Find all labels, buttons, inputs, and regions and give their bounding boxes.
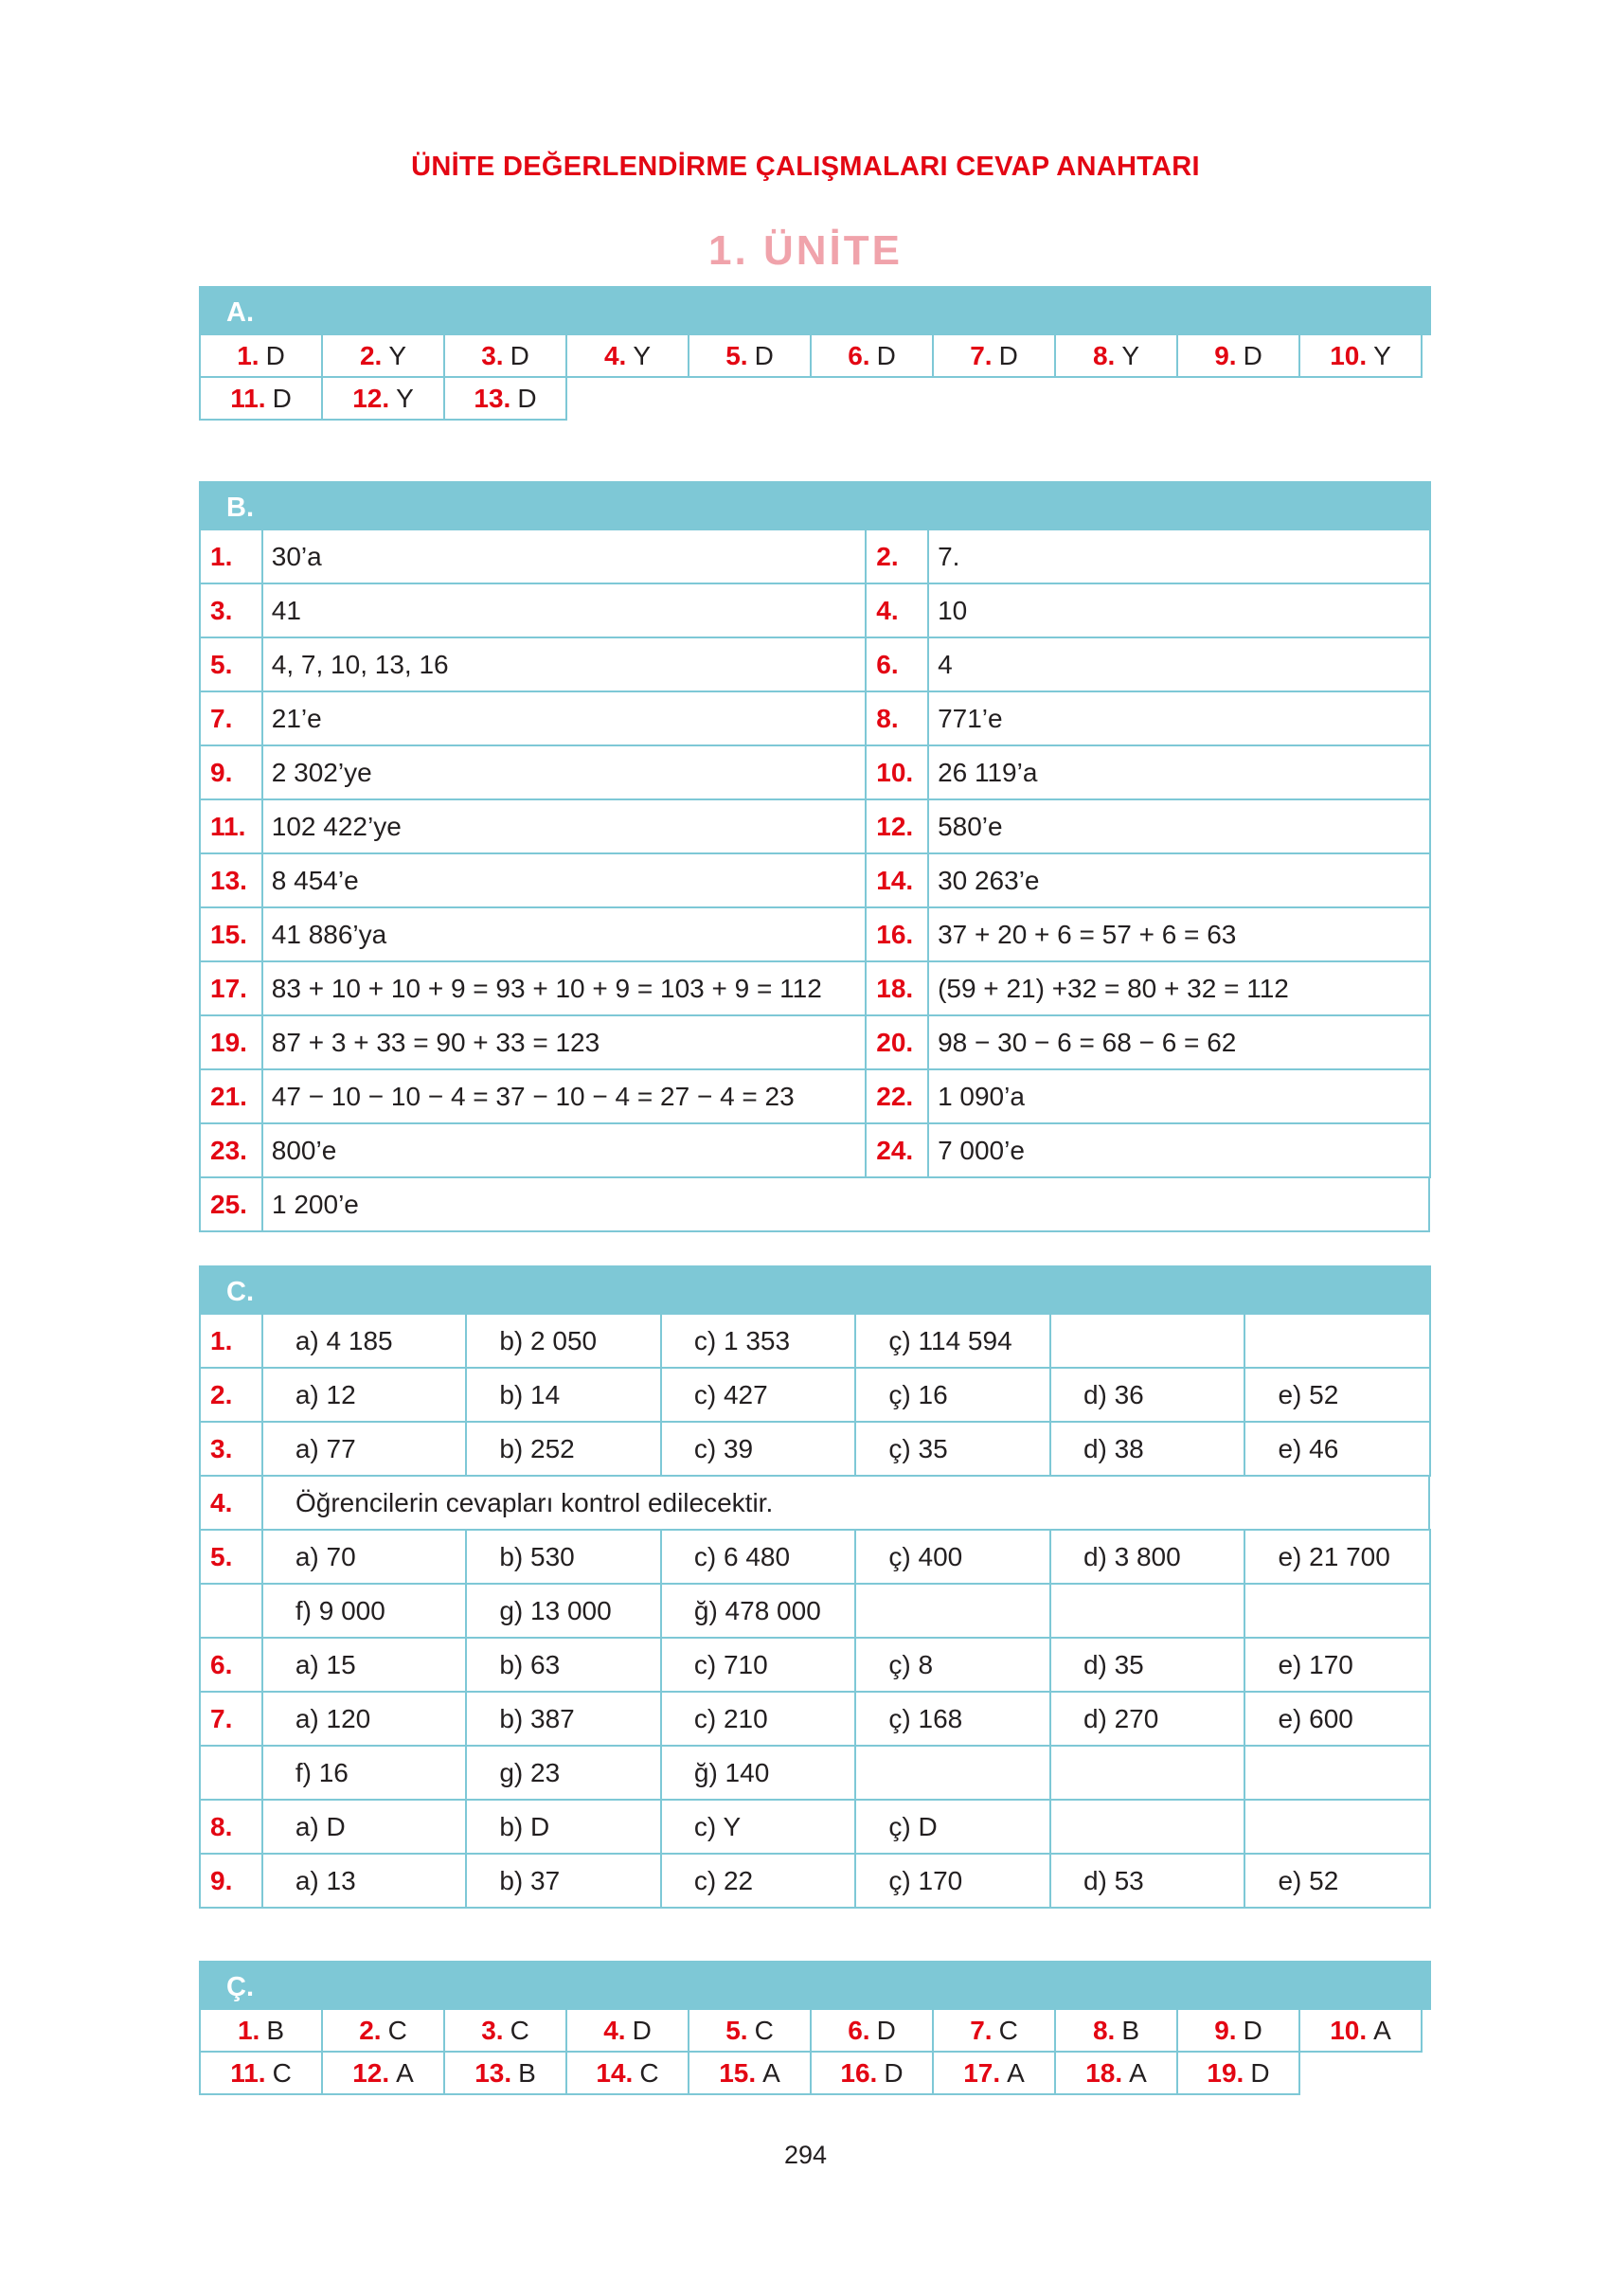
question-number: 4.: [199, 1475, 263, 1531]
answer-cell: c) Y: [660, 1799, 857, 1855]
answer-cell: c) 210: [660, 1691, 857, 1747]
answer-cell: c) 6 480: [660, 1529, 857, 1585]
section-c-header: C.: [199, 1265, 1431, 1315]
answer-text: 4, 7, 10, 13, 16: [261, 637, 868, 692]
answer-value: Y: [1373, 340, 1391, 370]
question-number: 9.: [199, 1853, 263, 1909]
answer-cell: b) 530: [465, 1529, 662, 1585]
answer-value: D: [876, 340, 896, 370]
unit-title: 1. ÜNİTE: [708, 227, 903, 274]
answer-value: D: [510, 340, 529, 370]
answer-row: [199, 378, 1431, 421]
answer-cell: [810, 2008, 934, 2053]
answer-cell: a) 13: [261, 1853, 468, 1909]
question-number: 7.: [970, 340, 993, 370]
answer-text: 21’e: [261, 691, 868, 746]
answer-cell: [565, 2051, 689, 2095]
question-number: 11.: [199, 798, 263, 854]
answer-cell: e) 52: [1244, 1853, 1431, 1909]
answer-value: D: [265, 340, 285, 370]
answer-cell: c) 710: [660, 1637, 857, 1693]
answer-cell: e) 21 700: [1244, 1529, 1431, 1585]
table-row: [199, 746, 1431, 800]
answer-text: 102 422’ye: [261, 798, 868, 854]
section-b-table: [199, 481, 1431, 1232]
answer-row: [199, 2010, 1431, 2053]
answer-text: 7 000’e: [927, 1122, 1431, 1178]
question-number: 4.: [603, 340, 627, 370]
question-number: 21.: [199, 1068, 263, 1124]
answer-text: 4: [927, 637, 1431, 692]
page-title: ÜNİTE DEĞERLENDİRME ÇALIŞMALARI CEVAP ANAHTARI: [411, 152, 1200, 182]
question-number: 8.: [1092, 340, 1116, 370]
answer-cell: [1054, 333, 1178, 378]
question-number: 13.: [474, 2057, 512, 2088]
answer-value: D: [754, 340, 774, 370]
answer-cell: [443, 2008, 567, 2053]
table-row: [199, 1315, 1431, 1369]
answer-cell: b) 14: [465, 1367, 662, 1423]
answer-value: D: [1250, 2057, 1270, 2088]
answer-cell: [321, 2008, 445, 2053]
answer-cell: c) 1 353: [660, 1313, 857, 1369]
table-row: [199, 1178, 1431, 1232]
question-number: 6.: [865, 637, 929, 692]
answer-value: B: [266, 2015, 285, 2045]
question-number: 18.: [865, 960, 929, 1016]
answer-text: 41: [261, 583, 868, 638]
answer-cell: g) 23: [465, 1745, 662, 1801]
answer-value: D: [876, 2015, 896, 2045]
table-row: [199, 1477, 1431, 1531]
question-number: 1.: [199, 529, 263, 584]
answer-cell: e) 600: [1244, 1691, 1431, 1747]
answer-cell: ğ) 140: [660, 1745, 857, 1801]
answer-cell: ç) 168: [854, 1691, 1051, 1747]
table-row: [199, 1585, 1431, 1639]
answer-cell: [443, 333, 567, 378]
answer-cell: [932, 2051, 1056, 2095]
answer-cell: [199, 376, 323, 421]
answer-text: 30 263’e: [927, 852, 1431, 908]
answer-text: 47 − 10 − 10 − 4 = 37 − 10 − 4 = 27 − 4 = 23: [261, 1068, 868, 1124]
table-row: [199, 1693, 1431, 1747]
question-number: 9.: [1214, 340, 1237, 370]
question-number: 16.: [840, 2057, 878, 2088]
question-number: 13.: [199, 852, 263, 908]
answer-cell: [1298, 333, 1423, 378]
answer-cell: c) 39: [660, 1421, 857, 1477]
answer-cell: ç) D: [854, 1799, 1051, 1855]
question-number: 19.: [199, 1014, 263, 1070]
answer-value: C: [754, 2015, 774, 2045]
table-row: [199, 692, 1431, 746]
answer-cell: [854, 1745, 1051, 1801]
question-number: 4.: [603, 2015, 626, 2045]
table-row: [199, 854, 1431, 908]
answer-text: 41 886’ya: [261, 906, 868, 962]
question-number: 6.: [848, 340, 870, 370]
answer-cell: ç) 400: [854, 1529, 1051, 1585]
answer-cell: d) 3 800: [1049, 1529, 1246, 1585]
answer-cell: ç) 114 594: [854, 1313, 1051, 1369]
question-number: 12.: [865, 798, 929, 854]
question-number: 19.: [1207, 2057, 1244, 2088]
answer-cell: a) 12: [261, 1367, 468, 1423]
answer-cell: [443, 376, 567, 421]
answer-value: C: [510, 2015, 529, 2045]
question-number: 1.: [237, 2015, 260, 2045]
answer-cell: [321, 333, 445, 378]
answer-cell: a) 77: [261, 1421, 468, 1477]
question-number: 3.: [199, 583, 263, 638]
answer-cell: b) 387: [465, 1691, 662, 1747]
answer-value: D: [517, 383, 537, 413]
answer-text: 37 + 20 + 6 = 57 + 6 = 63: [927, 906, 1431, 962]
answer-cell: [932, 2008, 1056, 2053]
question-number: 1.: [199, 1313, 263, 1369]
answer-cell: b) D: [465, 1799, 662, 1855]
table-row: [199, 1016, 1431, 1070]
table-row: [199, 1639, 1431, 1693]
question-number: 13.: [474, 383, 511, 413]
question-number: 20.: [865, 1014, 929, 1070]
answer-value: A: [1007, 2057, 1025, 2088]
question-number: 8.: [865, 691, 929, 746]
answer-value: D: [1243, 340, 1262, 370]
answer-text: 7.: [927, 529, 1431, 584]
answer-cell: [1049, 1583, 1246, 1639]
question-number: 5.: [199, 1529, 263, 1585]
answer-cell: ç) 16: [854, 1367, 1051, 1423]
table-row: [199, 1124, 1431, 1178]
question-number: 18.: [1085, 2057, 1123, 2088]
question-number: 2.: [359, 2015, 382, 2045]
answer-value: Y: [388, 340, 407, 370]
answer-cell: [688, 2051, 812, 2095]
answer-value: C: [998, 2015, 1018, 2045]
answer-cell: [1054, 2051, 1178, 2095]
answer-cell: a) 70: [261, 1529, 468, 1585]
question-number: 17.: [199, 960, 263, 1016]
section-c-table: [199, 1265, 1431, 1909]
answer-cell: [688, 333, 812, 378]
question-number: [199, 1745, 263, 1801]
answer-value: A: [1373, 2015, 1391, 2045]
answer-cell: b) 252: [465, 1421, 662, 1477]
answer-text: 771’e: [927, 691, 1431, 746]
answer-cell: d) 53: [1049, 1853, 1246, 1909]
answer-cell: [1244, 1745, 1431, 1801]
answer-cell: e) 170: [1244, 1637, 1431, 1693]
answer-text: 10: [927, 583, 1431, 638]
answer-cell: c) 427: [660, 1367, 857, 1423]
question-number: 14.: [865, 852, 929, 908]
question-number: 10.: [865, 744, 929, 800]
section-a-table: [199, 286, 1431, 421]
answer-value: D: [272, 383, 292, 413]
answer-value: A: [1129, 2057, 1147, 2088]
answer-value: C: [272, 2057, 292, 2088]
question-number: 1.: [237, 340, 260, 370]
answer-cell: [199, 2008, 323, 2053]
answer-cell: e) 52: [1244, 1367, 1431, 1423]
answer-cell: [1054, 2008, 1178, 2053]
answer-cell: [321, 376, 445, 421]
table-row: [199, 908, 1431, 962]
answer-cell: [1298, 2008, 1423, 2053]
answer-cell: d) 35: [1049, 1637, 1246, 1693]
question-number: 5.: [199, 637, 263, 692]
question-number: 15.: [199, 906, 263, 962]
answer-cell: ç) 170: [854, 1853, 1051, 1909]
question-number: 6.: [199, 1637, 263, 1693]
question-number: 11.: [230, 383, 266, 413]
question-number: 16.: [865, 906, 929, 962]
table-row: [199, 1855, 1431, 1909]
answer-text: 800’e: [261, 1122, 868, 1178]
question-number: [199, 1583, 263, 1639]
question-number: 3.: [481, 340, 504, 370]
answer-value: B: [518, 2057, 536, 2088]
answer-cell: ç) 8: [854, 1637, 1051, 1693]
answer-cell: [1049, 1799, 1246, 1855]
answer-text: 1 200’e: [261, 1176, 1430, 1232]
answer-text: 8 454’e: [261, 852, 868, 908]
answer-value: D: [632, 2015, 652, 2045]
answer-cell: [1176, 333, 1300, 378]
answer-text: 30’a: [261, 529, 868, 584]
answer-value: B: [1121, 2015, 1140, 2045]
question-number: 8.: [1092, 2015, 1116, 2045]
question-number: 6.: [848, 2015, 870, 2045]
answer-value: A: [396, 2057, 414, 2088]
answer-cell: b) 37: [465, 1853, 662, 1909]
answer-cell: d) 270: [1049, 1691, 1246, 1747]
answer-cell: a) 15: [261, 1637, 468, 1693]
answer-value: D: [1243, 2015, 1262, 2045]
table-row: [199, 1423, 1431, 1477]
table-row: [199, 1747, 1431, 1801]
answer-text: Öğrencilerin cevapları kontrol edilecektir.: [261, 1475, 1430, 1531]
answer-cell: [1176, 2051, 1300, 2095]
answer-cell: [688, 2008, 812, 2053]
answer-cell: b) 63: [465, 1637, 662, 1693]
answer-cell: g) 13 000: [465, 1583, 662, 1639]
answer-cell: [199, 333, 323, 378]
question-number: 25.: [199, 1176, 263, 1232]
question-number: 4.: [865, 583, 929, 638]
question-number: 10.: [1330, 2015, 1368, 2045]
table-row: [199, 638, 1431, 692]
question-number: 22.: [865, 1068, 929, 1124]
question-number: 8.: [199, 1799, 263, 1855]
question-number: 17.: [963, 2057, 1001, 2088]
answer-cell: [854, 1583, 1051, 1639]
answer-cell: [932, 333, 1056, 378]
question-number: 5.: [725, 340, 748, 370]
table-row: [199, 1531, 1431, 1585]
answer-cell: [1049, 1313, 1246, 1369]
answer-value: C: [639, 2057, 659, 2088]
question-number: 15.: [719, 2057, 757, 2088]
answer-cell: d) 38: [1049, 1421, 1246, 1477]
answer-cell: [1244, 1799, 1431, 1855]
question-number: 3.: [199, 1421, 263, 1477]
answer-cell: f) 16: [261, 1745, 468, 1801]
table-row: [199, 1801, 1431, 1855]
table-row: [199, 1369, 1431, 1423]
answer-value: Y: [396, 383, 414, 413]
answer-cell: f) 9 000: [261, 1583, 468, 1639]
question-number: 7.: [199, 691, 263, 746]
answer-text: 2 302’ye: [261, 744, 868, 800]
answer-cell: c) 22: [660, 1853, 857, 1909]
answer-value: Y: [633, 340, 652, 370]
answer-cell: [1176, 2008, 1300, 2053]
question-number: 12.: [352, 2057, 390, 2088]
answer-value: D: [998, 340, 1018, 370]
answer-cell: [199, 2051, 323, 2095]
question-number: 23.: [199, 1122, 263, 1178]
answer-cell: [810, 2051, 934, 2095]
answer-value: C: [387, 2015, 407, 2045]
answer-cell: a) D: [261, 1799, 468, 1855]
answer-row: [199, 2053, 1431, 2095]
table-row: [199, 584, 1431, 638]
answer-cell: ğ) 478 000: [660, 1583, 857, 1639]
answer-cell: [565, 333, 689, 378]
table-row: [199, 530, 1431, 584]
answer-cell: a) 120: [261, 1691, 468, 1747]
section-a-header: A.: [199, 286, 1431, 335]
answer-text: 83 + 10 + 10 + 9 = 93 + 10 + 9 = 103 + 9 = 112: [261, 960, 868, 1016]
answer-text: 26 119’a: [927, 744, 1431, 800]
answer-cell: [321, 2051, 445, 2095]
question-number: 9.: [1214, 2015, 1237, 2045]
answer-cell: [1244, 1313, 1431, 1369]
question-number: 7.: [199, 1691, 263, 1747]
question-number: 2.: [359, 340, 383, 370]
question-number: 3.: [481, 2015, 504, 2045]
answer-text: 87 + 3 + 33 = 90 + 33 = 123: [261, 1014, 868, 1070]
question-number: 24.: [865, 1122, 929, 1178]
page-number: 294: [783, 2141, 828, 2169]
answer-value: A: [762, 2057, 780, 2088]
answer-cell: b) 2 050: [465, 1313, 662, 1369]
answer-cell: [1049, 1745, 1246, 1801]
question-number: 12.: [352, 383, 390, 413]
question-number: 11.: [230, 2057, 266, 2088]
section-b-header: B.: [199, 481, 1431, 530]
answer-cell: ç) 35: [854, 1421, 1051, 1477]
answer-cell: [443, 2051, 567, 2095]
table-row: [199, 1070, 1431, 1124]
answer-text: 1 090’a: [927, 1068, 1431, 1124]
question-number: 10.: [1330, 340, 1368, 370]
answer-text: 98 − 30 − 6 = 68 − 6 = 62: [927, 1014, 1431, 1070]
question-number: 14.: [596, 2057, 634, 2088]
answer-value: Y: [1121, 340, 1140, 370]
question-number: 2.: [199, 1367, 263, 1423]
answer-text: 580’e: [927, 798, 1431, 854]
question-number: 7.: [970, 2015, 993, 2045]
answer-cell: [1244, 1583, 1431, 1639]
table-row: [199, 962, 1431, 1016]
answer-cell: a) 4 185: [261, 1313, 468, 1369]
answer-text: (59 + 21) +32 = 80 + 32 = 112: [927, 960, 1431, 1016]
table-row: [199, 800, 1431, 854]
section-cc-header: Ç.: [199, 1961, 1431, 2010]
answer-value: D: [884, 2057, 904, 2088]
section-cc-table: [199, 1961, 1431, 2095]
answer-cell: d) 36: [1049, 1367, 1246, 1423]
answer-cell: e) 46: [1244, 1421, 1431, 1477]
question-number: 2.: [865, 529, 929, 584]
question-number: 5.: [725, 2015, 748, 2045]
answer-row: [199, 335, 1431, 378]
answer-cell: [565, 2008, 689, 2053]
answer-cell: [810, 333, 934, 378]
question-number: 9.: [199, 744, 263, 800]
